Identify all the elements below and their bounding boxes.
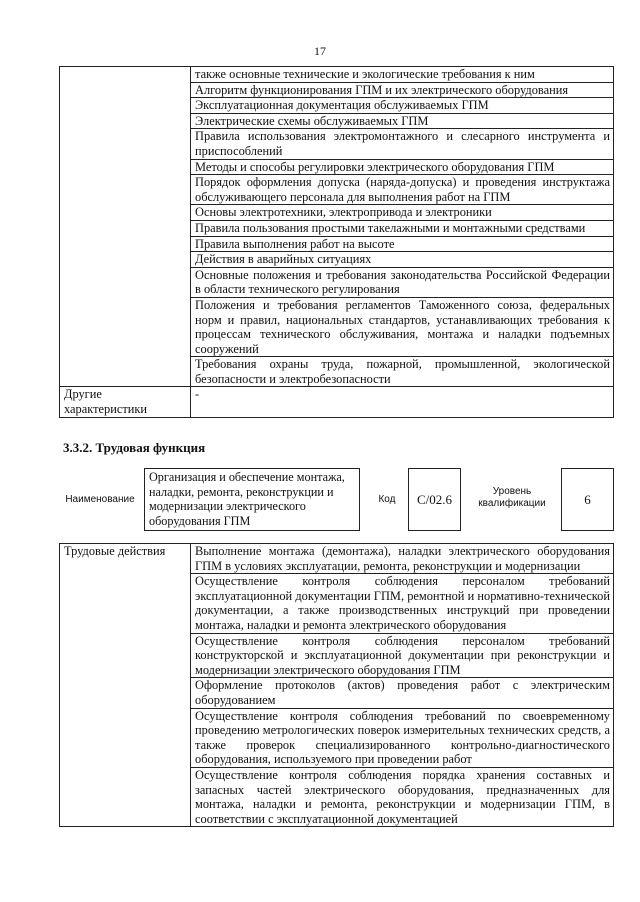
code-label: Код [378,494,396,505]
page-number: 17 [314,44,326,58]
code-value: C/02.6 [408,468,461,531]
table-cell-empty [60,67,191,387]
list-item: Порядок оформления допуска (наряда-допуска) и проведения инструктажа обслуживающего персонала для выполнения работ на ГПМ [191,175,614,205]
table-row [60,544,614,574]
name-value: Организация и обеспечение монтажа, наладки, ремонта, реконструкции и модернизации электрического оборудования ГПМ [144,468,360,531]
other-characteristics-value: - [191,387,614,417]
list-item: также основные технические и экологические требования к ним [191,67,614,83]
list-item: Правила выполнения работ на высоте [191,236,614,252]
list-item: Правила использования электромонтажного и слесарного инструмента и приспособлений [191,129,614,159]
list-item: Электрические схемы обслуживаемых ГПМ [191,113,614,129]
list-item: Алгоритм функционирования ГПМ и их электрического оборудования [191,82,614,98]
table-row [60,387,614,417]
labor-actions-label: Трудовые действия [60,544,191,827]
list-item: Действия в аварийных ситуациях [191,252,614,268]
function-header [0,466,640,532]
list-item: Осуществление контроля соблюдения персоналом требований эксплуатационной документации ГПМ, ремонтной и нормативно-технической документации, а также производственных инструкций при проведении монтажа, наладки и ремонта электрического оборудования [191,574,614,633]
list-item: Методы и способы регулировки электрического оборудования ГПМ [191,159,614,175]
level-label: Уровень квалификации [478,486,546,509]
section-title: 3.3.2. Трудовая функция [63,440,206,455]
level-value: 6 [561,468,614,531]
knowledge-table [59,66,614,418]
table-row [60,67,614,83]
list-item: Положения и требования регламентов Таможенного союза, федеральных норм и правил, национальных стандартов, устанавливающих требования к процессам технического обслуживания, монтажа и наладки подъемных сооружений [191,297,614,356]
list-item: Эксплуатационная документация обслуживаемых ГПМ [191,98,614,114]
other-characteristics-label: Другие характеристики [60,387,191,417]
list-item: Оформление протоколов (актов) проведения работ с электрическим оборудованием [191,678,614,708]
list-item: Осуществление контроля соблюдения порядка хранения составных и запасных частей электрического оборудования, предназначенных для монтажа, наладки и ремонта, реконструкции и модернизации ГПМ, в соответствии с эксплуатационной документацией [191,767,614,826]
list-item: Правила пользования простыми такелажными и монтажными средствами [191,220,614,236]
list-item: Осуществление контроля соблюдения требований по своевременному проведению метрологических поверок измерительных технических средств, а также проверок специализированного контрольно-диагностического оборудования, используемого при проведении работ [191,708,614,767]
list-item: Требования охраны труда, пожарной, промышленной, экологической безопасности и электробезопасности [191,357,614,387]
list-item: Выполнение монтажа (демонтажа), наладки электрического оборудования ГПМ в условиях эксплуатации, ремонта, реконструкции и модернизации [191,544,614,574]
labor-actions-table [59,543,614,827]
list-item: Осуществление контроля соблюдения персоналом требований конструкторской и эксплуатационной документации при реконструкции и модернизации электрического оборудования ГПМ [191,633,614,678]
list-item: Основы электротехники, электропривода и электроники [191,205,614,221]
name-label: Наименование [65,494,135,505]
list-item: Основные положения и требования законодательства Российской Федерации в области технического регулирования [191,267,614,297]
